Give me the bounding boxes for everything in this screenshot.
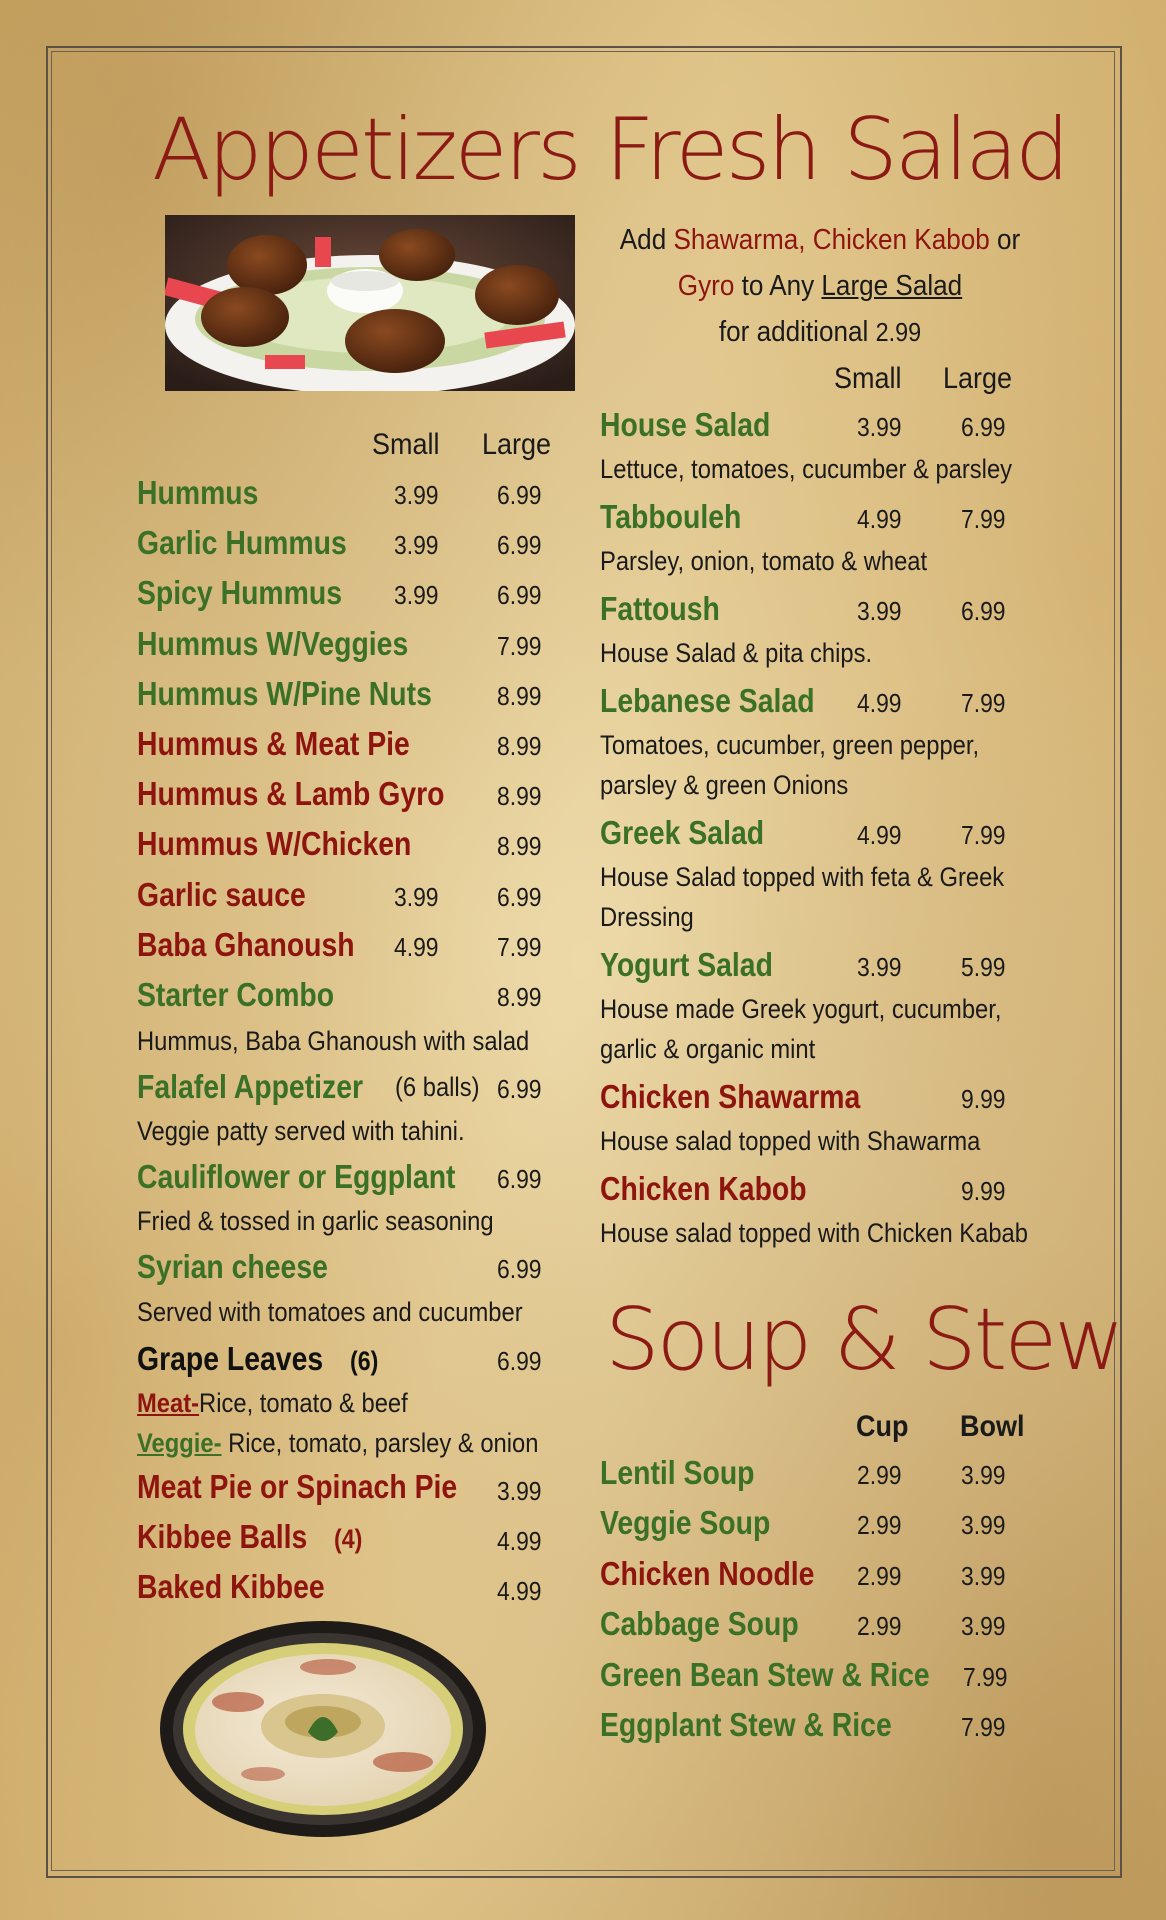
item-desc: House Salad topped with feta & Greek bbox=[600, 862, 1005, 892]
price-small: 3.99 bbox=[394, 882, 439, 912]
menu-item bbox=[600, 1504, 798, 1542]
item-name: Hummus & Meat Pie bbox=[137, 725, 410, 762]
item-desc: House salad topped with Shawarma bbox=[600, 1126, 981, 1156]
price-large: 8.99 bbox=[497, 781, 542, 811]
salad-col-large: Large bbox=[943, 362, 1013, 395]
item-desc: House made Greek yogurt, cucumber, bbox=[600, 994, 1002, 1024]
menu-item bbox=[600, 1170, 840, 1208]
grape-leaves-note bbox=[350, 1346, 383, 1377]
item-name: Lentil Soup bbox=[600, 1454, 755, 1491]
price-large: 8.99 bbox=[497, 681, 542, 711]
syrian-price: 6.99 bbox=[497, 1254, 542, 1284]
menu-item bbox=[137, 926, 390, 964]
salad-info-line-2 bbox=[586, 270, 1054, 303]
veggie-label: Veggie- bbox=[137, 1428, 222, 1458]
item-name: Meat Pie or Spinach Pie bbox=[137, 1468, 458, 1505]
soup-stew-title: Soup & Stew bbox=[605, 1290, 1122, 1390]
item-name: Baba Ghanoush bbox=[137, 926, 355, 963]
falafel-plate-image bbox=[165, 215, 575, 391]
item-name: Falafel Appetizer bbox=[137, 1068, 364, 1105]
menu-item bbox=[600, 1078, 903, 1116]
soup-col-bowl: Bowl bbox=[960, 1410, 1025, 1443]
cauliflower-desc: Fried & tossed in garlic seasoning bbox=[137, 1206, 494, 1236]
info-price: 2.99 bbox=[875, 317, 922, 347]
starter-combo-desc: Hummus, Baba Ghanoush with salad bbox=[137, 1026, 530, 1056]
price-bowl: 3.99 bbox=[961, 1460, 1006, 1490]
falafel-note: (6 balls) bbox=[395, 1072, 480, 1102]
price-small: 3.99 bbox=[857, 596, 902, 626]
price-large: 9.99 bbox=[961, 1084, 1006, 1114]
item-name: Chicken Shawarma bbox=[600, 1078, 861, 1115]
veggie-desc: Rice, tomato, parsley & onion bbox=[221, 1428, 539, 1458]
price-large: 5.99 bbox=[961, 952, 1006, 982]
info-gyro: Gyro bbox=[677, 270, 735, 302]
menu-item bbox=[600, 814, 791, 852]
item-desc: Parsley, onion, tomato & wheat bbox=[600, 546, 928, 576]
meat-label: Meat- bbox=[137, 1388, 200, 1418]
menu-item bbox=[137, 474, 278, 512]
fresh-salad-title: Fresh Salad bbox=[605, 100, 1067, 200]
price-bowl: 7.99 bbox=[963, 1662, 1008, 1692]
menu-item bbox=[137, 876, 333, 914]
price-large: 7.99 bbox=[961, 688, 1006, 718]
menu-item-kibbee-balls bbox=[137, 1518, 335, 1556]
item-desc: Dressing bbox=[600, 902, 694, 932]
grape-meat-line bbox=[137, 1388, 408, 1419]
menu-item bbox=[137, 825, 456, 863]
item-name: Baked Kibbee bbox=[137, 1568, 325, 1605]
item-name: Fattoush bbox=[600, 590, 720, 627]
info-add: Add bbox=[619, 224, 674, 256]
item-name: Cabbage Soup bbox=[600, 1605, 799, 1642]
item-name: Eggplant Stew & Rice bbox=[600, 1706, 892, 1743]
grape-note-text: (6) bbox=[350, 1346, 379, 1376]
salad-info-line-3 bbox=[586, 316, 1054, 349]
menu-item bbox=[600, 1656, 983, 1694]
item-name: Yogurt Salad bbox=[600, 946, 773, 983]
menu-item-meat-pie bbox=[137, 1468, 509, 1506]
price-cup: 2.99 bbox=[857, 1561, 902, 1591]
item-name: Tabbouleh bbox=[600, 498, 742, 535]
item-name: Veggie Soup bbox=[600, 1504, 771, 1541]
appetizers-col-large: Large bbox=[482, 428, 552, 461]
price-small: 4.99 bbox=[857, 504, 902, 534]
menu-item bbox=[137, 524, 381, 562]
info-large-salad: Large Salad bbox=[821, 270, 963, 302]
item-name: Hummus W/Veggies bbox=[137, 625, 409, 662]
item-name: Greek Salad bbox=[600, 814, 765, 851]
price-large: 9.99 bbox=[961, 1176, 1006, 1206]
menu-item bbox=[600, 1605, 831, 1643]
item-name: Kibbee Balls bbox=[137, 1518, 308, 1555]
item-name: Starter Combo bbox=[137, 976, 335, 1013]
item-desc: House Salad & pita chips. bbox=[600, 638, 873, 668]
menu-item bbox=[600, 1454, 780, 1492]
item-desc: Lettuce, tomatoes, cucumber & parsley bbox=[600, 454, 1013, 484]
item-name: Grape Leaves bbox=[137, 1340, 324, 1377]
item-desc: parsley & green Onions bbox=[600, 770, 849, 800]
menu-item bbox=[600, 1555, 849, 1593]
menu-item bbox=[600, 406, 798, 444]
info-or: or bbox=[989, 224, 1021, 256]
menu-item bbox=[137, 775, 495, 813]
item-name: House Salad bbox=[600, 406, 771, 443]
price-small: 3.99 bbox=[394, 580, 439, 610]
price-small: 3.99 bbox=[857, 952, 902, 982]
price-cup: 2.99 bbox=[857, 1510, 902, 1540]
meatpie-price: 3.99 bbox=[497, 1476, 542, 1506]
menu-item bbox=[137, 725, 454, 763]
grape-veggie-line bbox=[137, 1428, 538, 1459]
item-name: Green Bean Stew & Rice bbox=[600, 1656, 930, 1693]
menu-item bbox=[137, 976, 366, 1014]
price-large: 6.99 bbox=[961, 412, 1006, 442]
info-meats: Shawarma, Chicken Kabob bbox=[673, 224, 990, 256]
price-large: 8.99 bbox=[497, 982, 542, 1012]
item-name: Garlic sauce bbox=[137, 876, 306, 913]
price-bowl: 3.99 bbox=[961, 1611, 1006, 1641]
menu-item bbox=[600, 1706, 939, 1744]
item-name: Syrian cheese bbox=[137, 1248, 328, 1285]
price-large: 7.99 bbox=[961, 820, 1006, 850]
salad-col-small: Small bbox=[834, 362, 902, 395]
item-name: Cauliflower or Eggplant bbox=[137, 1158, 456, 1195]
price-small: 3.99 bbox=[394, 530, 439, 560]
hummus-bowl-image bbox=[158, 1612, 488, 1842]
meat-desc: Rice, tomato & beef bbox=[199, 1388, 408, 1418]
item-name: Lebanese Salad bbox=[600, 682, 815, 719]
price-large: 6.99 bbox=[497, 882, 542, 912]
item-desc: Tomatoes, cucumber, green pepper, bbox=[600, 730, 980, 760]
price-cup: 2.99 bbox=[857, 1460, 902, 1490]
price-bowl: 3.99 bbox=[961, 1510, 1006, 1540]
falafel-price: 6.99 bbox=[497, 1074, 542, 1104]
menu-item bbox=[137, 574, 375, 612]
kibbee-note-text: (4) bbox=[334, 1524, 363, 1554]
price-large: 6.99 bbox=[497, 530, 542, 560]
menu-item-baked-kibbee bbox=[137, 1568, 355, 1606]
item-desc: garlic & organic mint bbox=[600, 1034, 816, 1064]
item-name: Hummus W/Chicken bbox=[137, 825, 412, 862]
price-small: 4.99 bbox=[857, 820, 902, 850]
price-bowl: 7.99 bbox=[961, 1712, 1006, 1742]
price-large: 6.99 bbox=[497, 480, 542, 510]
baked-kibbee-price: 4.99 bbox=[497, 1576, 542, 1606]
item-name: Chicken Kabob bbox=[600, 1170, 807, 1207]
grape-price: 6.99 bbox=[497, 1346, 542, 1376]
menu-item bbox=[600, 590, 739, 628]
price-large: 7.99 bbox=[497, 932, 542, 962]
menu-item bbox=[137, 675, 480, 713]
price-large: 8.99 bbox=[497, 831, 542, 861]
info-additional: for additional bbox=[718, 316, 876, 348]
price-large: 7.99 bbox=[961, 504, 1006, 534]
soup-col-cup: Cup bbox=[856, 1410, 909, 1443]
kibbee-balls-note bbox=[334, 1524, 367, 1555]
item-name: Hummus & Lamb Gyro bbox=[137, 775, 445, 812]
price-cup: 2.99 bbox=[857, 1611, 902, 1641]
menu-item-cauliflower bbox=[137, 1158, 507, 1196]
item-name: Hummus W/Pine Nuts bbox=[137, 675, 432, 712]
item-name: Garlic Hummus bbox=[137, 524, 347, 561]
menu-item bbox=[137, 625, 452, 663]
menu-item bbox=[600, 498, 764, 536]
price-small: 3.99 bbox=[394, 480, 439, 510]
price-large: 6.99 bbox=[961, 596, 1006, 626]
syrian-desc: Served with tomatoes and cucumber bbox=[137, 1297, 523, 1327]
salad-info-line-1 bbox=[586, 224, 1054, 257]
price-small: 4.99 bbox=[394, 932, 439, 962]
appetizers-title: Appetizers bbox=[152, 100, 579, 200]
menu-item-grape-leaves bbox=[137, 1340, 353, 1378]
price-large: 8.99 bbox=[497, 731, 542, 761]
appetizers-col-small: Small bbox=[372, 428, 440, 461]
menu-item-syrian-cheese bbox=[137, 1248, 359, 1286]
price-bowl: 3.99 bbox=[961, 1561, 1006, 1591]
price-large: 7.99 bbox=[497, 631, 542, 661]
price-small: 3.99 bbox=[857, 412, 902, 442]
kibbee-balls-price: 4.99 bbox=[497, 1526, 542, 1556]
falafel-desc: Veggie patty served with tahini. bbox=[137, 1116, 465, 1146]
menu-item bbox=[600, 682, 849, 720]
item-desc: House salad topped with Chicken Kabab bbox=[600, 1218, 1028, 1248]
menu-item bbox=[600, 946, 801, 984]
item-name: Hummus bbox=[137, 474, 259, 511]
cauliflower-price: 6.99 bbox=[497, 1164, 542, 1194]
price-small: 4.99 bbox=[857, 688, 902, 718]
info-to-any: to Any bbox=[734, 270, 822, 302]
item-name: Chicken Noodle bbox=[600, 1555, 815, 1592]
item-name: Spicy Hummus bbox=[137, 574, 343, 611]
price-large: 6.99 bbox=[497, 580, 542, 610]
menu-item-falafel bbox=[137, 1068, 400, 1106]
